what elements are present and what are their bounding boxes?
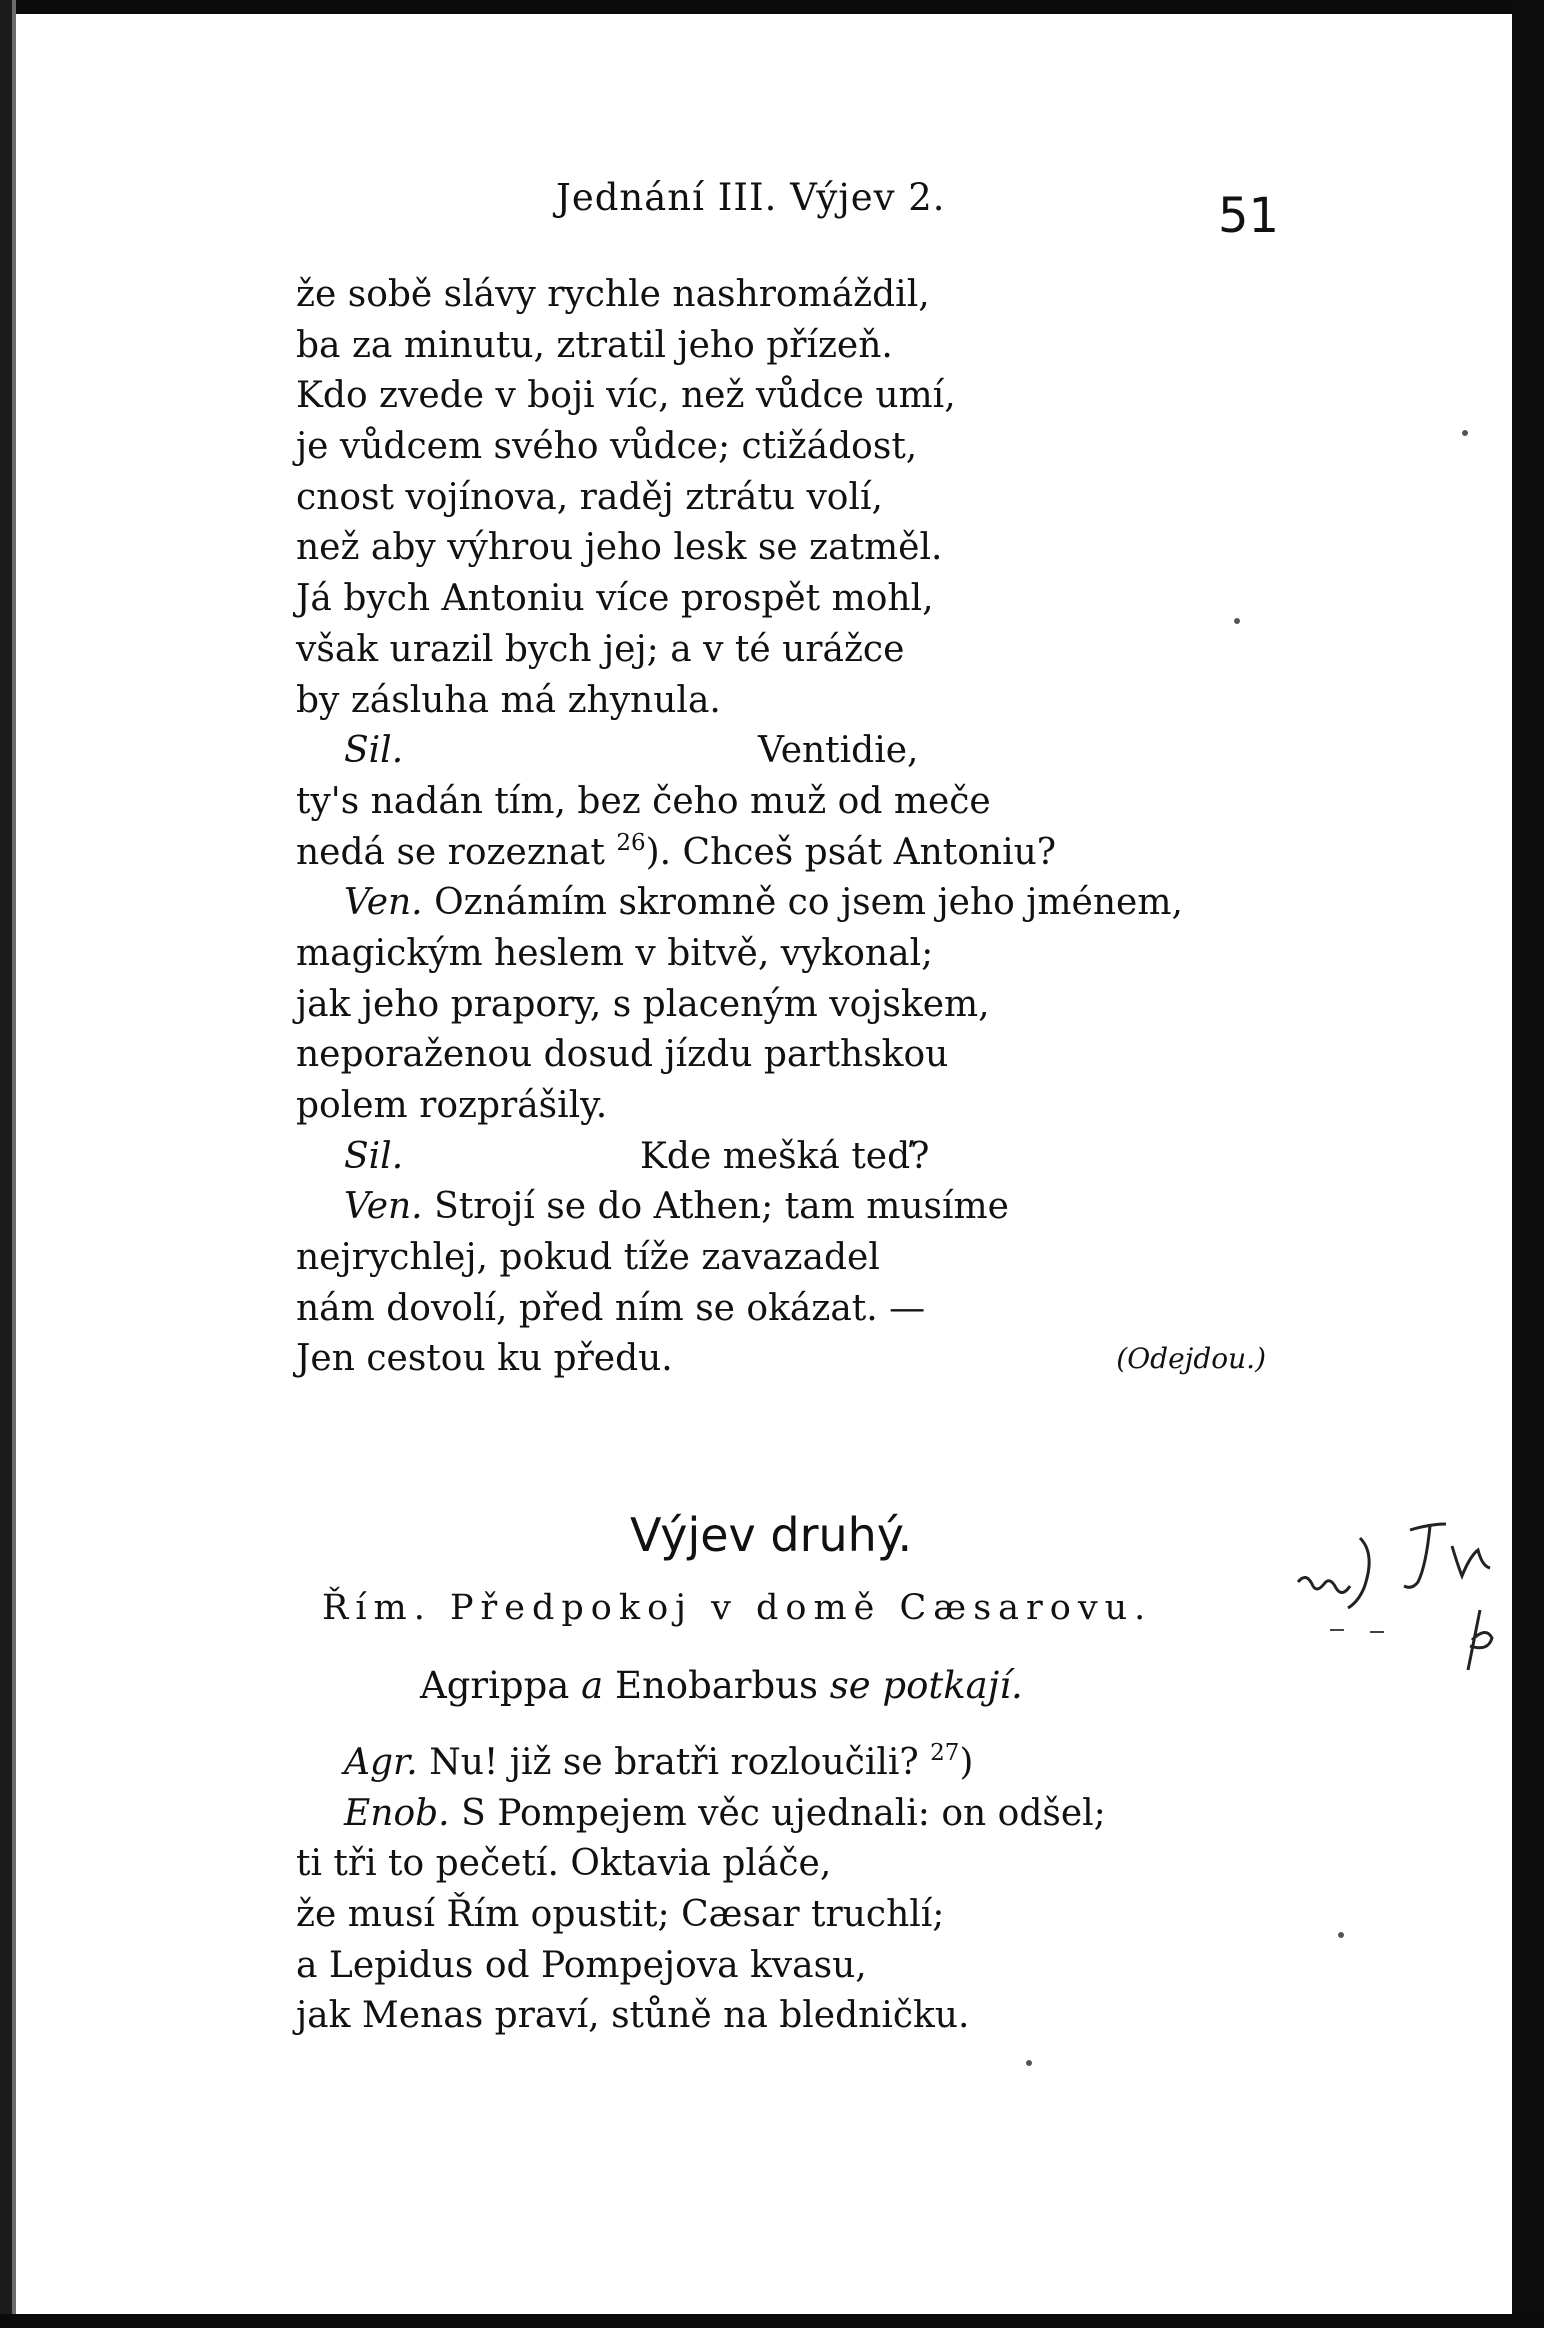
verse-line: a Lepidus od Pompejova kvasu, [296, 1944, 867, 1986]
verse-line [296, 1334, 1296, 1385]
verse-text: Oznámím skromně co jsem jeho jménem, [422, 882, 1183, 924]
speck [1234, 618, 1240, 624]
speaker-name: Sil. [344, 1135, 404, 1177]
scan-bottom-edge [0, 2314, 1544, 2328]
verse-text: ). Chceš psát Antoniu? [645, 831, 1057, 873]
verse-text: Strojí se do Athen; tam musíme [422, 1186, 1009, 1228]
stage-direction: se potkají. [818, 1664, 1023, 1707]
speaker-name: Ven. [344, 1186, 423, 1228]
verse-line: než aby výhrou jeho lesk se zatměl. [296, 527, 943, 569]
verse-line [296, 878, 1296, 929]
scan-left-shadow [12, 0, 16, 2328]
verse-line: polem rozprášily. [296, 1085, 608, 1126]
speck [1462, 430, 1468, 436]
scene-persons [420, 1664, 1023, 1707]
verse-line: jak jeho prapory, s placeným vojskem, [296, 983, 990, 1025]
verse-line: ti tři to pečetí. Oktavia pláče, [296, 1843, 832, 1885]
verse-text: S Pompejem věc ujednali: on odšel; [449, 1792, 1106, 1834]
footnote-ref: 27 [930, 1740, 960, 1766]
scan-right-edge [1512, 0, 1544, 2328]
verse-line: nejrychlej, pokud tíže zavazadel [296, 1237, 880, 1279]
handwritten-margin-note [1290, 1500, 1544, 1710]
verse-text: Jen cestou ku předu. [296, 1338, 673, 1380]
verse-line: Kdo zvede v boji víc, než vůdce umí, [296, 375, 956, 417]
verse-line: neporaženou dosud jízdu parthskou [296, 1034, 949, 1076]
verse-line [296, 1789, 1296, 1840]
character-name: Agrippa [420, 1664, 570, 1707]
scan-top-edge [0, 0, 1544, 14]
speck [1026, 2060, 1032, 2066]
scan-left-edge [0, 0, 12, 2328]
verse-text: nedá se rozeznat [296, 831, 617, 873]
verse-line: nám dovolí, před ním se okázat. — [296, 1287, 926, 1329]
verse-line: Já bych Antoniu více prospět mohl, [296, 578, 934, 620]
stage-direction: (Odejdou.) [1116, 1342, 1266, 1376]
character-name: Enobarbus [614, 1664, 819, 1707]
verse-line: že sobě slávy rychle nashromáždil, [296, 274, 930, 315]
verse-line: by zásluha má zhynula. [296, 679, 721, 721]
verse-line: ty's nadán tím, bez čeho muž od meče [296, 780, 991, 822]
verse-line: že musí Řím opustit; Cæsar truchlí; [296, 1894, 945, 1936]
verse-line [296, 828, 1296, 879]
scene-title: Výjev druhý. [630, 1508, 913, 1562]
verse-line: magickým heslem v bitvě, vykonal; [296, 932, 934, 974]
speaker-name: Agr. [344, 1742, 418, 1783]
footnote-ref: 26 [616, 829, 646, 856]
verse-line [296, 1182, 1296, 1233]
page-number: 51 [1218, 188, 1280, 244]
verse-line: však urazil bych jej; a v té urážce [296, 628, 905, 670]
verse-block-1 [296, 270, 1296, 1385]
speaker-name: Sil. [344, 730, 404, 772]
speaker-name: Ven. [344, 882, 423, 924]
verse-line [296, 1132, 1296, 1183]
verse-line: jak Menas praví, stůně na bledničku. [296, 1995, 970, 2037]
verse-block-2 [296, 1738, 1296, 2042]
verse-text: Kde mešká teď? [640, 1135, 930, 1177]
verse-line: ba za minutu, ztratil jeho přízeň. [296, 324, 893, 366]
verse-line: je vůdcem svého vůdce; ctižádost, [296, 426, 918, 468]
verse-text: Nu! již se bratři rozloučili? [417, 1742, 931, 1783]
verse-line [296, 1738, 1296, 1789]
verse-line: cnost vojínova, raděj ztrátu volí, [296, 476, 883, 518]
verse-text: Ventidie, [758, 730, 919, 772]
scene-place: Řím. Předpokoj v domě Cæsarovu. [322, 1588, 1153, 1628]
speaker-name: Enob. [344, 1792, 450, 1834]
speck [1338, 1932, 1344, 1938]
verse-line [296, 726, 1296, 777]
running-header: Jednání III. Výjev 2. [556, 176, 946, 219]
verse-text: ) [959, 1742, 974, 1783]
conjunction: a [569, 1664, 615, 1707]
